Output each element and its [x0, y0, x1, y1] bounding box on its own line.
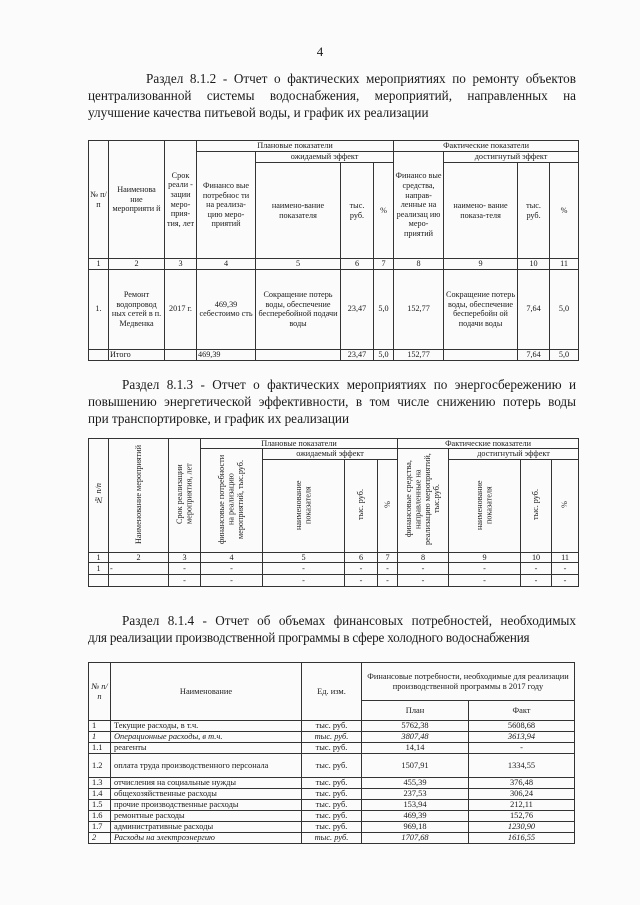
col-number: 9	[444, 259, 518, 270]
fact-header: Фактические показатели	[398, 439, 579, 449]
table-row: 1.2 оплата труда производственного персонала тыс. руб. 1507,91 1334,55	[89, 754, 575, 778]
total-pct-fact: 5,0	[550, 349, 579, 360]
row-ind-fact: Сокращение потерь воды, обеспечение бесперебойн ой подачи воды	[444, 269, 518, 349]
col-number: 2	[109, 552, 169, 562]
plan-header: Плановые показатели	[197, 141, 394, 152]
col-name-header: Наименова ние мероприяти й	[109, 141, 165, 259]
col-num-header: № п/п	[89, 439, 109, 553]
col-fin-fact-header: финансовые средства, направленные на реализацию мероприятий, тыс.руб.	[398, 449, 449, 552]
col-fin-plan-header: финансовые потребности на реализацию мероприятий, тыс.руб.	[201, 449, 263, 552]
achieved-effect-header: достигнутый эффект	[449, 449, 579, 460]
col-number: 5	[263, 552, 345, 562]
total-label: Итого	[109, 349, 165, 360]
row-rub-fact: 7,64	[518, 269, 550, 349]
row-term: 2017 г.	[165, 269, 197, 349]
expected-effect-header: ожидаемый эффект	[263, 449, 398, 460]
col-number: 8	[394, 259, 444, 270]
table-8-1-4	[88, 662, 575, 844]
row-rub-plan: 23,47	[341, 269, 374, 349]
achieved-effect-header: достигнутый эффект	[444, 152, 579, 163]
col-number: 6	[341, 259, 374, 270]
table-row: - - - - - - - - -	[89, 575, 579, 587]
section-8-1-4-title-line-2: для реализации производственной программы в сфере холодного водоснабжения	[88, 630, 530, 645]
table-row: 1.5 прочие производственные расходы тыс. руб. 153,94 212,11	[89, 800, 575, 811]
row-pct-fact: 5,0	[550, 269, 579, 349]
col-number: 7	[378, 552, 398, 562]
col-rub-fact-header: тыс. руб.	[521, 459, 552, 552]
row-fin-fact: 152,77	[394, 269, 444, 349]
section-8-1-2-title	[88, 70, 576, 121]
col-ind-fact-header: наимено- вание показа-теля	[444, 163, 518, 259]
row-name: Ремонт водопровод ных сетей в п. Медвенка	[109, 269, 165, 349]
table-row: 1.4 общехозяйственные расходы тыс. руб. 237,53 306,24	[89, 789, 575, 800]
section-8-1-3-title-line-2: повышению энергетической эффективности, в том числе снижению потерь воды	[88, 394, 576, 409]
col-unit-header: Ед. изм.	[302, 663, 362, 721]
section-8-1-4-title	[88, 612, 576, 646]
col-number: 11	[552, 552, 579, 562]
section-8-1-3-title-line-1: Раздел 8.1.3 - Отчет о фактических мероприятиях по энергосбережению и	[122, 377, 576, 392]
col-number: 3	[169, 552, 201, 562]
fact-header: Фактические показатели	[394, 141, 579, 152]
total-rub-plan: 23,47	[341, 349, 374, 360]
col-number: 6	[345, 552, 378, 562]
col-number: 7	[374, 259, 394, 270]
col-fin-header: Финансовые потребности, необходимые для реализации производственной программы в 2017 году	[362, 663, 575, 701]
col-num-header: № п/ п	[89, 141, 109, 259]
col-name-header: Наименование мероприятий	[109, 439, 169, 553]
col-name-header: Наименование	[111, 663, 302, 721]
section-8-1-2-title-line-3: улучшение качества питьевой воды, и график их реализации	[88, 105, 429, 120]
col-plan-header: План	[362, 701, 469, 721]
col-fact-header: Факт	[469, 701, 575, 721]
col-number: 1	[89, 259, 109, 270]
table-row: 2 Расходы на электроэнергию тыс. руб. 1707,68 1616,55	[89, 833, 575, 844]
total-fin-plan: 469,39	[197, 349, 256, 360]
column-number-row	[89, 259, 579, 270]
table-row: 1 - - - - - - - - - -	[89, 563, 579, 575]
row-pct-plan: 5,0	[374, 269, 394, 349]
row-fin-plan: 469,39 себестоимо сть	[197, 269, 256, 349]
col-number: 8	[398, 552, 449, 562]
col-number: 2	[109, 259, 165, 270]
table-row: 1.3 отчисления на социальные нужды тыс. руб. 455,39 376,48	[89, 778, 575, 789]
col-ind-plan-header: наименование показателя	[263, 459, 345, 552]
table-row: 1.7 административные расходы тыс. руб. 969,18 1230,90	[89, 822, 575, 833]
expected-effect-header: ожидаемый эффект	[256, 152, 394, 163]
total-row	[89, 349, 579, 360]
total-fin-fact: 152,77	[394, 349, 444, 360]
col-ind-fact-header: наименование показателя	[449, 459, 521, 552]
total-rub-fact: 7,64	[518, 349, 550, 360]
col-number: 1	[89, 552, 109, 562]
plan-header: Плановые показатели	[201, 439, 398, 449]
col-number: 5	[256, 259, 341, 270]
col-pct-fact-header: %	[552, 459, 579, 552]
table-row: 1 Текущие расходы, в т.ч. тыс. руб. 5762,38 5608,68	[89, 721, 575, 732]
table-8-1-2	[88, 140, 579, 361]
column-number-row	[89, 552, 579, 562]
col-term-header: Срок реализации мероприятия, лет	[169, 439, 201, 553]
col-rub-plan-header: тыс. руб.	[341, 163, 374, 259]
col-term-header: Срок реали - зации меро- прия- тия, лет	[165, 141, 197, 259]
col-rub-plan-header: тыс. руб.	[345, 459, 378, 552]
table-row: 1 Операционные расходы, в т.ч. тыс. руб. 3807,48 3613,94	[89, 732, 575, 743]
total-pct-plan: 5,0	[374, 349, 394, 360]
table-row: 1.6 ремонтные расходы тыс. руб. 469,39 152,76	[89, 811, 575, 822]
table-row: 1.1 реагенты тыс. руб. 14,14 -	[89, 743, 575, 754]
row-num: 1.	[89, 269, 109, 349]
col-number: 10	[518, 259, 550, 270]
row-ind-plan: Сокращение потерь воды, обеспечение бесперебойной подачи воды	[256, 269, 341, 349]
section-8-1-2-title-line-2: централизованной системы водоснабжения, мероприятий, направленных на	[88, 88, 576, 103]
section-8-1-3-title	[88, 376, 576, 427]
col-number: 3	[165, 259, 197, 270]
table-8-1-3	[88, 438, 579, 587]
section-8-1-4-title-line-1: Раздел 8.1.4 - Отчет об объемах финансовых потребностей, необходимых	[122, 613, 576, 628]
col-number: 9	[449, 552, 521, 562]
col-number: 10	[521, 552, 552, 562]
table-row	[89, 269, 579, 349]
col-ind-plan-header: наимено-вание показателя	[256, 163, 341, 259]
col-fin-fact-header: Финансо вые средства, направ- ленные на реализац ию меро- приятий	[394, 152, 444, 259]
col-pct-plan-header: %	[374, 163, 394, 259]
page-number: 4	[316, 44, 324, 59]
section-8-1-2-title-line-1: Раздел 8.1.2 - Отчет о фактических мероприятиях по ремонту объектов	[146, 71, 576, 86]
col-pct-fact-header: %	[550, 163, 579, 259]
col-num-header: № п/п	[89, 663, 111, 721]
col-number: 4	[201, 552, 263, 562]
col-number: 11	[550, 259, 579, 270]
col-number: 4	[197, 259, 256, 270]
col-rub-fact-header: тыс. руб.	[518, 163, 550, 259]
section-8-1-3-title-line-3: при транспортировке, и график их реализации	[88, 411, 350, 426]
col-fin-plan-header: Финансо вые потребнос ти на реализа- цию меро- приятий	[197, 152, 256, 259]
col-pct-plan-header: %	[378, 459, 398, 552]
